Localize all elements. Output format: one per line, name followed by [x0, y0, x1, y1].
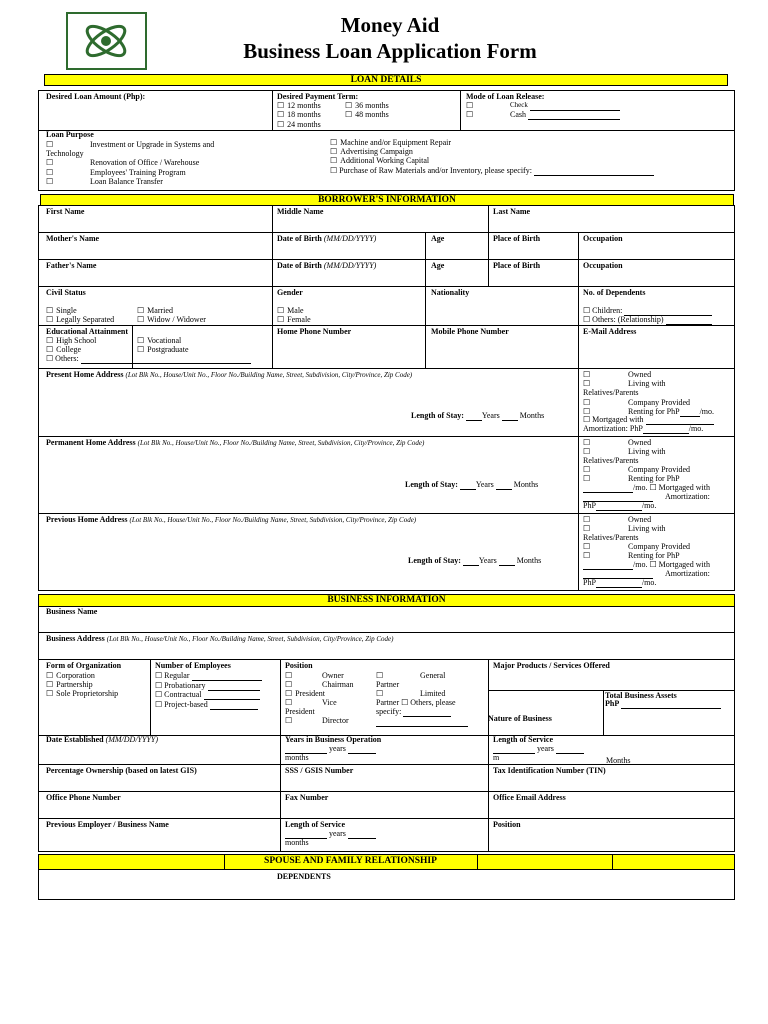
business-address-format: (Lot Blk No., House/Unit No., Floor No./Building Name, Street, Subdivision, City/Province, Zip Code): [106, 635, 394, 643]
previous-mortgaged: Mortgaged with: [658, 560, 710, 569]
purpose-working-capital[interactable]: ☐ Additional Working Capital: [330, 156, 429, 166]
dependents-others: Others: (Relationship): [592, 315, 664, 324]
previous-stay-label: Length of Stay:: [408, 556, 461, 565]
gender-female[interactable]: ☐ Female: [277, 315, 311, 325]
major-products-label: Major Products / Services Offered: [493, 661, 610, 670]
length-service-months: Months: [606, 756, 631, 765]
present-owned: Owned: [628, 370, 652, 379]
present-renting-mo: /mo.: [699, 407, 715, 416]
pos-president[interactable]: ☐ President: [285, 689, 325, 699]
present-company: Company Provided: [628, 398, 690, 407]
form-org-label: Form of Organization: [46, 661, 122, 670]
last-name-label: Last Name: [493, 207, 531, 216]
gender-label: Gender: [277, 288, 303, 297]
prev-employer-label: Previous Employer / Business Name: [46, 820, 169, 829]
previous-living: Living with: [628, 524, 666, 533]
present-stay-label: Length of Stay:: [411, 411, 464, 420]
pos-limited: Limited: [420, 689, 446, 698]
years-operation-years: years: [329, 744, 346, 753]
pos-general-partner: Partner: [376, 680, 400, 689]
org-sole-prop[interactable]: ☐ Sole Proprietorship: [46, 689, 118, 699]
term-48[interactable]: ☐ 48 months: [345, 110, 389, 120]
fathers-name-label: Father's Name: [46, 261, 97, 270]
page-title: Money Aid: [340, 13, 440, 37]
release-cash: Cash: [510, 110, 526, 119]
term-24[interactable]: ☐ 24 months: [277, 120, 321, 130]
loan-purpose-label: Loan Purpose: [46, 130, 94, 139]
purpose-renovation: Renovation of Office / Warehouse: [90, 158, 200, 167]
dob-label: Date of Birth: [277, 234, 322, 243]
loan-section-header: LOAN DETAILS: [44, 74, 728, 86]
permanent-mortgaged: Mortgaged with: [658, 483, 710, 492]
previous-relatives: Relatives/Parents: [583, 533, 639, 542]
edu-highschool[interactable]: ☐ High School: [46, 336, 96, 346]
education-label: Educational Attainment: [46, 327, 129, 336]
dependents-label: No. of Dependents: [583, 288, 646, 297]
previous-renting-mo: /mo.: [633, 560, 648, 569]
pos-chairman: Chairman: [322, 680, 354, 689]
previous-amortization-mo: /mo.: [641, 578, 657, 587]
present-address-label: Present Home Address: [46, 370, 124, 379]
permanent-stay-years: Years: [475, 480, 494, 489]
present-mortgaged: Mortgaged with: [592, 415, 644, 424]
status-married[interactable]: ☐ Married: [137, 306, 173, 316]
previous-renting: Renting for PhP: [628, 551, 680, 560]
office-email-label: Office Email Address: [493, 793, 566, 802]
present-amortization-mo: /mo.: [688, 424, 704, 433]
edu-postgraduate[interactable]: ☐ Postgraduate: [137, 345, 189, 355]
position-label: Position: [285, 661, 313, 670]
tin-label: Tax Identification Number (TIN): [493, 766, 606, 775]
release-cash-box[interactable]: ☐: [466, 110, 474, 119]
permanent-stay-months: Months: [513, 480, 539, 489]
emp-regular: Regular: [164, 671, 190, 680]
status-separated[interactable]: ☐ Legally Separated: [46, 315, 114, 325]
sss-label: SSS / GSIS Number: [285, 766, 354, 775]
term-12[interactable]: ☐ 12 months: [277, 101, 321, 111]
business-name-label: Business Name: [46, 607, 98, 616]
total-assets-php: PhP: [605, 699, 619, 708]
edu-college[interactable]: ☐ College: [46, 345, 81, 355]
pos-vice: Vice: [322, 698, 337, 707]
length-service-2-months: months: [285, 838, 309, 847]
term-18[interactable]: ☐ 18 months: [277, 110, 321, 120]
dob-label-2: Date of Birth: [277, 261, 322, 270]
dependents-box: [38, 869, 735, 900]
mobile-phone-label: Mobile Phone Number: [431, 327, 509, 336]
payment-term-label: Desired Payment Term:: [277, 92, 359, 101]
present-stay-years: Years: [481, 411, 500, 420]
dependents-title: DEPENDENTS: [277, 872, 331, 881]
years-operation-months: months: [285, 753, 309, 762]
permanent-renting: Renting for PhP: [628, 474, 680, 483]
present-living: Living with: [628, 379, 666, 388]
pos-director: Director: [322, 716, 349, 725]
pos-others: Others, please: [410, 698, 456, 707]
years-operation-label: Years in Business Operation: [285, 735, 382, 744]
purpose-invest: Investment or Upgrade in Systems and: [90, 140, 215, 149]
permanent-amortization: Amortization:: [665, 492, 710, 501]
edu-others: Others:: [55, 354, 79, 363]
previous-address-label: Previous Home Address: [46, 515, 128, 524]
permanent-renting-mo: /mo.: [633, 483, 648, 492]
present-stay-months: Months: [519, 411, 545, 420]
previous-stay-months: Months: [516, 556, 542, 565]
present-address-format: (Lot Blk No., House/Unit No., Floor No./Building Name, Street, Subdivision, City/Province, Zip Code): [125, 371, 413, 379]
purpose-machine[interactable]: ☐ Machine and/or Equipment Repair: [330, 138, 451, 148]
purpose-training: Employees' Training Program: [90, 168, 186, 177]
release-check-box[interactable]: ☐: [466, 101, 474, 110]
pos-limited-partner: Partner: [376, 698, 400, 707]
dob-format: (MM/DD/YYYY): [323, 234, 377, 243]
business-address-label: Business Address: [46, 634, 105, 643]
office-phone-label: Office Phone Number: [46, 793, 121, 802]
nature-business-label: Nature of Business: [488, 714, 552, 723]
release-check: Check: [510, 101, 528, 109]
previous-stay-years: Years: [478, 556, 497, 565]
dependents-children: Children:: [592, 306, 623, 315]
permanent-address-format: (Lot Blk No., House/Unit No., Floor No./Building Name, Street, Subdivision, City/Province, Zip Code): [137, 439, 425, 447]
previous-owned: Owned: [628, 515, 652, 524]
date-established-format: (MM/DD/YYYY): [105, 735, 159, 744]
pos-specify: specify:: [376, 707, 402, 716]
present-amortization: Amortization: PhP: [583, 424, 643, 433]
loan-amount-label: Desired Loan Amount (Php):: [46, 92, 146, 101]
previous-php: PhP: [583, 578, 596, 587]
permanent-living: Living with: [628, 447, 666, 456]
previous-amortization: Amortization:: [665, 569, 710, 578]
total-assets-label: Total Business Assets: [605, 691, 677, 700]
emp-probationary: Probationary: [164, 681, 206, 690]
first-name-label: First Name: [46, 207, 85, 216]
spouse-section-title: SPOUSE AND FAMILY RELATIONSHIP: [264, 856, 437, 866]
nationality-label: Nationality: [431, 288, 470, 297]
permanent-owned: Owned: [628, 438, 652, 447]
emp-project: Project-based: [164, 700, 208, 709]
fax-label: Fax Number: [285, 793, 329, 802]
length-service-m: m: [493, 753, 500, 762]
length-service-years: years: [537, 744, 554, 753]
borrower-section-header: BORROWER'S INFORMATION: [40, 194, 734, 206]
pct-ownership-label: Percentage Ownership (based on latest GIS): [46, 766, 197, 775]
permanent-relatives: Relatives/Parents: [583, 456, 639, 465]
email-label: E-Mail Address: [583, 327, 637, 336]
status-widow[interactable]: ☐ Widow / Widower: [137, 315, 206, 325]
permanent-php: PhP: [583, 501, 596, 510]
length-service-2-label: Length of Service: [285, 820, 345, 829]
term-36[interactable]: ☐ 36 months: [345, 101, 389, 111]
permanent-stay-label: Length of Stay:: [405, 480, 458, 489]
length-service-label: Length of Service: [493, 735, 553, 744]
dob-format-2: (MM/DD/YYYY): [323, 261, 377, 270]
permanent-company: Company Provided: [628, 465, 690, 474]
date-established-label: Date Established: [46, 735, 104, 744]
gender-male[interactable]: ☐ Male: [277, 306, 304, 316]
age-label-2: Age: [431, 261, 445, 270]
edu-vocational[interactable]: ☐ Vocational: [137, 336, 181, 346]
org-partnership[interactable]: ☐ Partnership: [46, 680, 93, 690]
length-service-2-years: years: [329, 829, 346, 838]
occupation-label-2: Occupation: [583, 261, 623, 270]
business-section-header: BUSINESS INFORMATION: [38, 594, 735, 607]
position-2-label: Position: [493, 820, 521, 829]
place-of-birth-label: Place of Birth: [493, 234, 541, 243]
pos-vice-president: President: [285, 707, 315, 716]
present-renting: Renting for PhP: [628, 407, 680, 416]
middle-name-label: Middle Name: [277, 207, 324, 216]
org-corporation[interactable]: ☐ Corporation: [46, 671, 95, 681]
permanent-address-label: Permanent Home Address: [46, 438, 136, 447]
release-label: Mode of Loan Release:: [466, 92, 545, 101]
purpose-transfer: Loan Balance Transfer: [90, 177, 163, 186]
permanent-amortization-mo: /mo.: [641, 501, 657, 510]
num-employees-label: Number of Employees: [155, 661, 231, 670]
purpose-invest-2: Technology: [46, 149, 84, 158]
purpose-advertising[interactable]: ☐ Advertising Campaign: [330, 147, 413, 157]
purpose-raw-materials: Purchase of Raw Materials and/or Inventory, please specify:: [339, 166, 532, 175]
home-phone-label: Home Phone Number: [277, 327, 352, 336]
civil-status-label: Civil Status: [46, 288, 86, 297]
age-label: Age: [431, 234, 445, 243]
mothers-name-label: Mother's Name: [46, 234, 100, 243]
previous-company: Company Provided: [628, 542, 690, 551]
emp-contractual: Contractual: [164, 690, 202, 699]
status-single[interactable]: ☐ Single: [46, 306, 77, 316]
previous-address-format: (Lot Blk No., House/Unit No., Floor No./Building Name, Street, Subdivision, City/Province, Zip Code): [129, 516, 417, 524]
page-subtitle: Business Loan Application Form: [243, 39, 537, 63]
place-of-birth-label-2: Place of Birth: [493, 261, 541, 270]
pos-owner: Owner: [322, 671, 344, 680]
present-relatives: Relatives/Parents: [583, 388, 639, 397]
occupation-label: Occupation: [583, 234, 623, 243]
clover-logo: [66, 12, 147, 70]
pos-general: General: [420, 671, 446, 680]
